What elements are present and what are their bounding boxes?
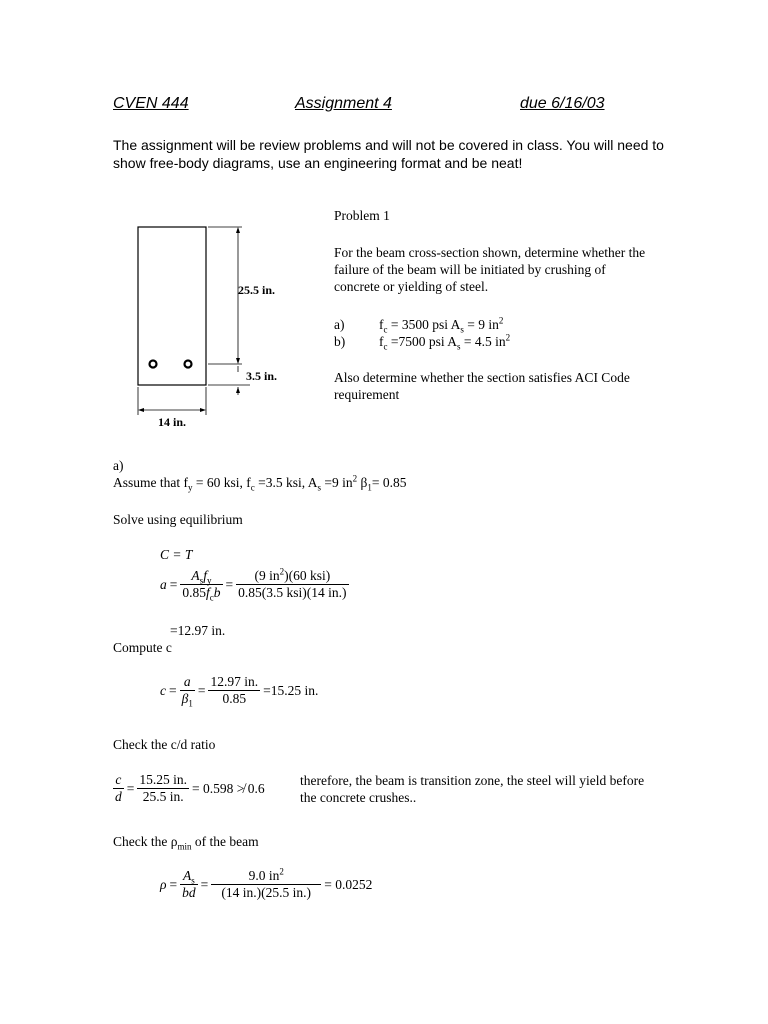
problem-title: Problem 1 xyxy=(334,208,390,223)
intro-paragraph: The assignment will be review problems and will not be covered in class. You will need to show free-body diagrams, use an engineering format and be neat! xyxy=(113,137,664,171)
assignment-title: Assignment 4 xyxy=(295,95,392,112)
fraction-rho-numeric: $\frac{9.0 in^2}{(14 in.)(25.5 in.)}$ xyxy=(211,868,321,901)
fraction-c-symbolic: $\frac{a}{\beta_1}$ xyxy=(181,674,193,709)
fraction-rho-symbolic: $\frac{A_s}{bd}$ xyxy=(182,868,196,900)
course-code: CVEN 444 xyxy=(113,95,189,112)
equation-rho: ρ = $\frac{A_s}{bd}$ = $\frac{9.0 in^2}{(14 in.)(25.5 in.)}$ = 0.0252 xyxy=(160,866,373,900)
case-a-label: a) xyxy=(334,317,345,332)
check-cd-heading: Check the c/d ratio xyxy=(113,737,216,752)
aci-requirement: Also determine whether the section satisfies ACI Code requirement xyxy=(334,370,630,402)
case-a-values: $f_c = 3500$ psi $A_s = 9$ $in^2$ xyxy=(379,315,504,335)
case-b-label: b) xyxy=(334,334,346,349)
problem-statement: For the beam cross-section shown, determine whether the failure of the beam will be initiated by crushing of concrete or yielding of steel. xyxy=(334,245,646,294)
case-b-values: $f_c =7500$ psi $A_s = 4.5$ $in^2$ xyxy=(379,332,511,352)
due-date: due 6/16/03 xyxy=(520,95,605,112)
equilibrium-heading: Solve using equilibrium xyxy=(113,512,243,527)
fraction-a-symbolic: $\frac{A_sf_y}{0.85f_cb}$ xyxy=(182,568,221,603)
equation-a: a = $\frac{A_sf_y}{0.85f_cb}$ = $\frac{(9 in^2)(60 ksi)}{\text{0.85(3.5 ksi)(14 in.)}}$ xyxy=(160,566,347,603)
fraction-cd-symbolic: $\frac{c}{d}$ xyxy=(115,772,122,804)
fraction-cd-numeric: $\frac{15.25 in.}{25.5 in.}$ xyxy=(139,772,188,804)
solution-part-label: a) xyxy=(113,458,124,473)
compute-c-heading: Compute c xyxy=(113,640,172,655)
a-result: =12.97 in. xyxy=(170,623,226,638)
cover-label: 3.5 in. xyxy=(246,369,278,383)
equation-c: c = $\frac{a}{\beta_1}$ = $\frac{12.97 in.}{0.85}$ =15.25 in. xyxy=(160,674,319,709)
rebar-left xyxy=(150,361,157,368)
beam-outline xyxy=(138,227,206,385)
fraction-a-numeric: $\frac{(9 in^2)(60 ksi)}{\text{0.85(3.5 ksi)(14 in.)}}$ xyxy=(238,566,347,600)
beam-cross-section-diagram xyxy=(120,215,300,435)
rebar-right xyxy=(185,361,192,368)
height-label: 25.5 in. xyxy=(238,283,276,297)
fraction-c-numeric: $\frac{12.97 in.}{0.85}$ xyxy=(210,674,259,706)
check-rho-heading: Check the $\rho_{min}$ of the beam xyxy=(113,834,259,852)
assumptions: Assume that $f_y = 60$ ksi, $f_c =3.5$ ksi, $A_s =9$ $in^2$ $\beta_1= 0.85$ xyxy=(113,473,407,493)
transition-conclusion: therefore, the beam is transition zone, the steel will yield before the concrete crushes.. xyxy=(300,773,645,805)
width-label: 14 in. xyxy=(158,415,187,429)
equation-c-equals-t: C = T xyxy=(160,547,193,562)
equation-cd-ratio: $\frac{c}{d}$ = $\frac{15.25 in.}{25.5 in.}$ = 0.598 ≯ 0.6 xyxy=(115,772,265,804)
